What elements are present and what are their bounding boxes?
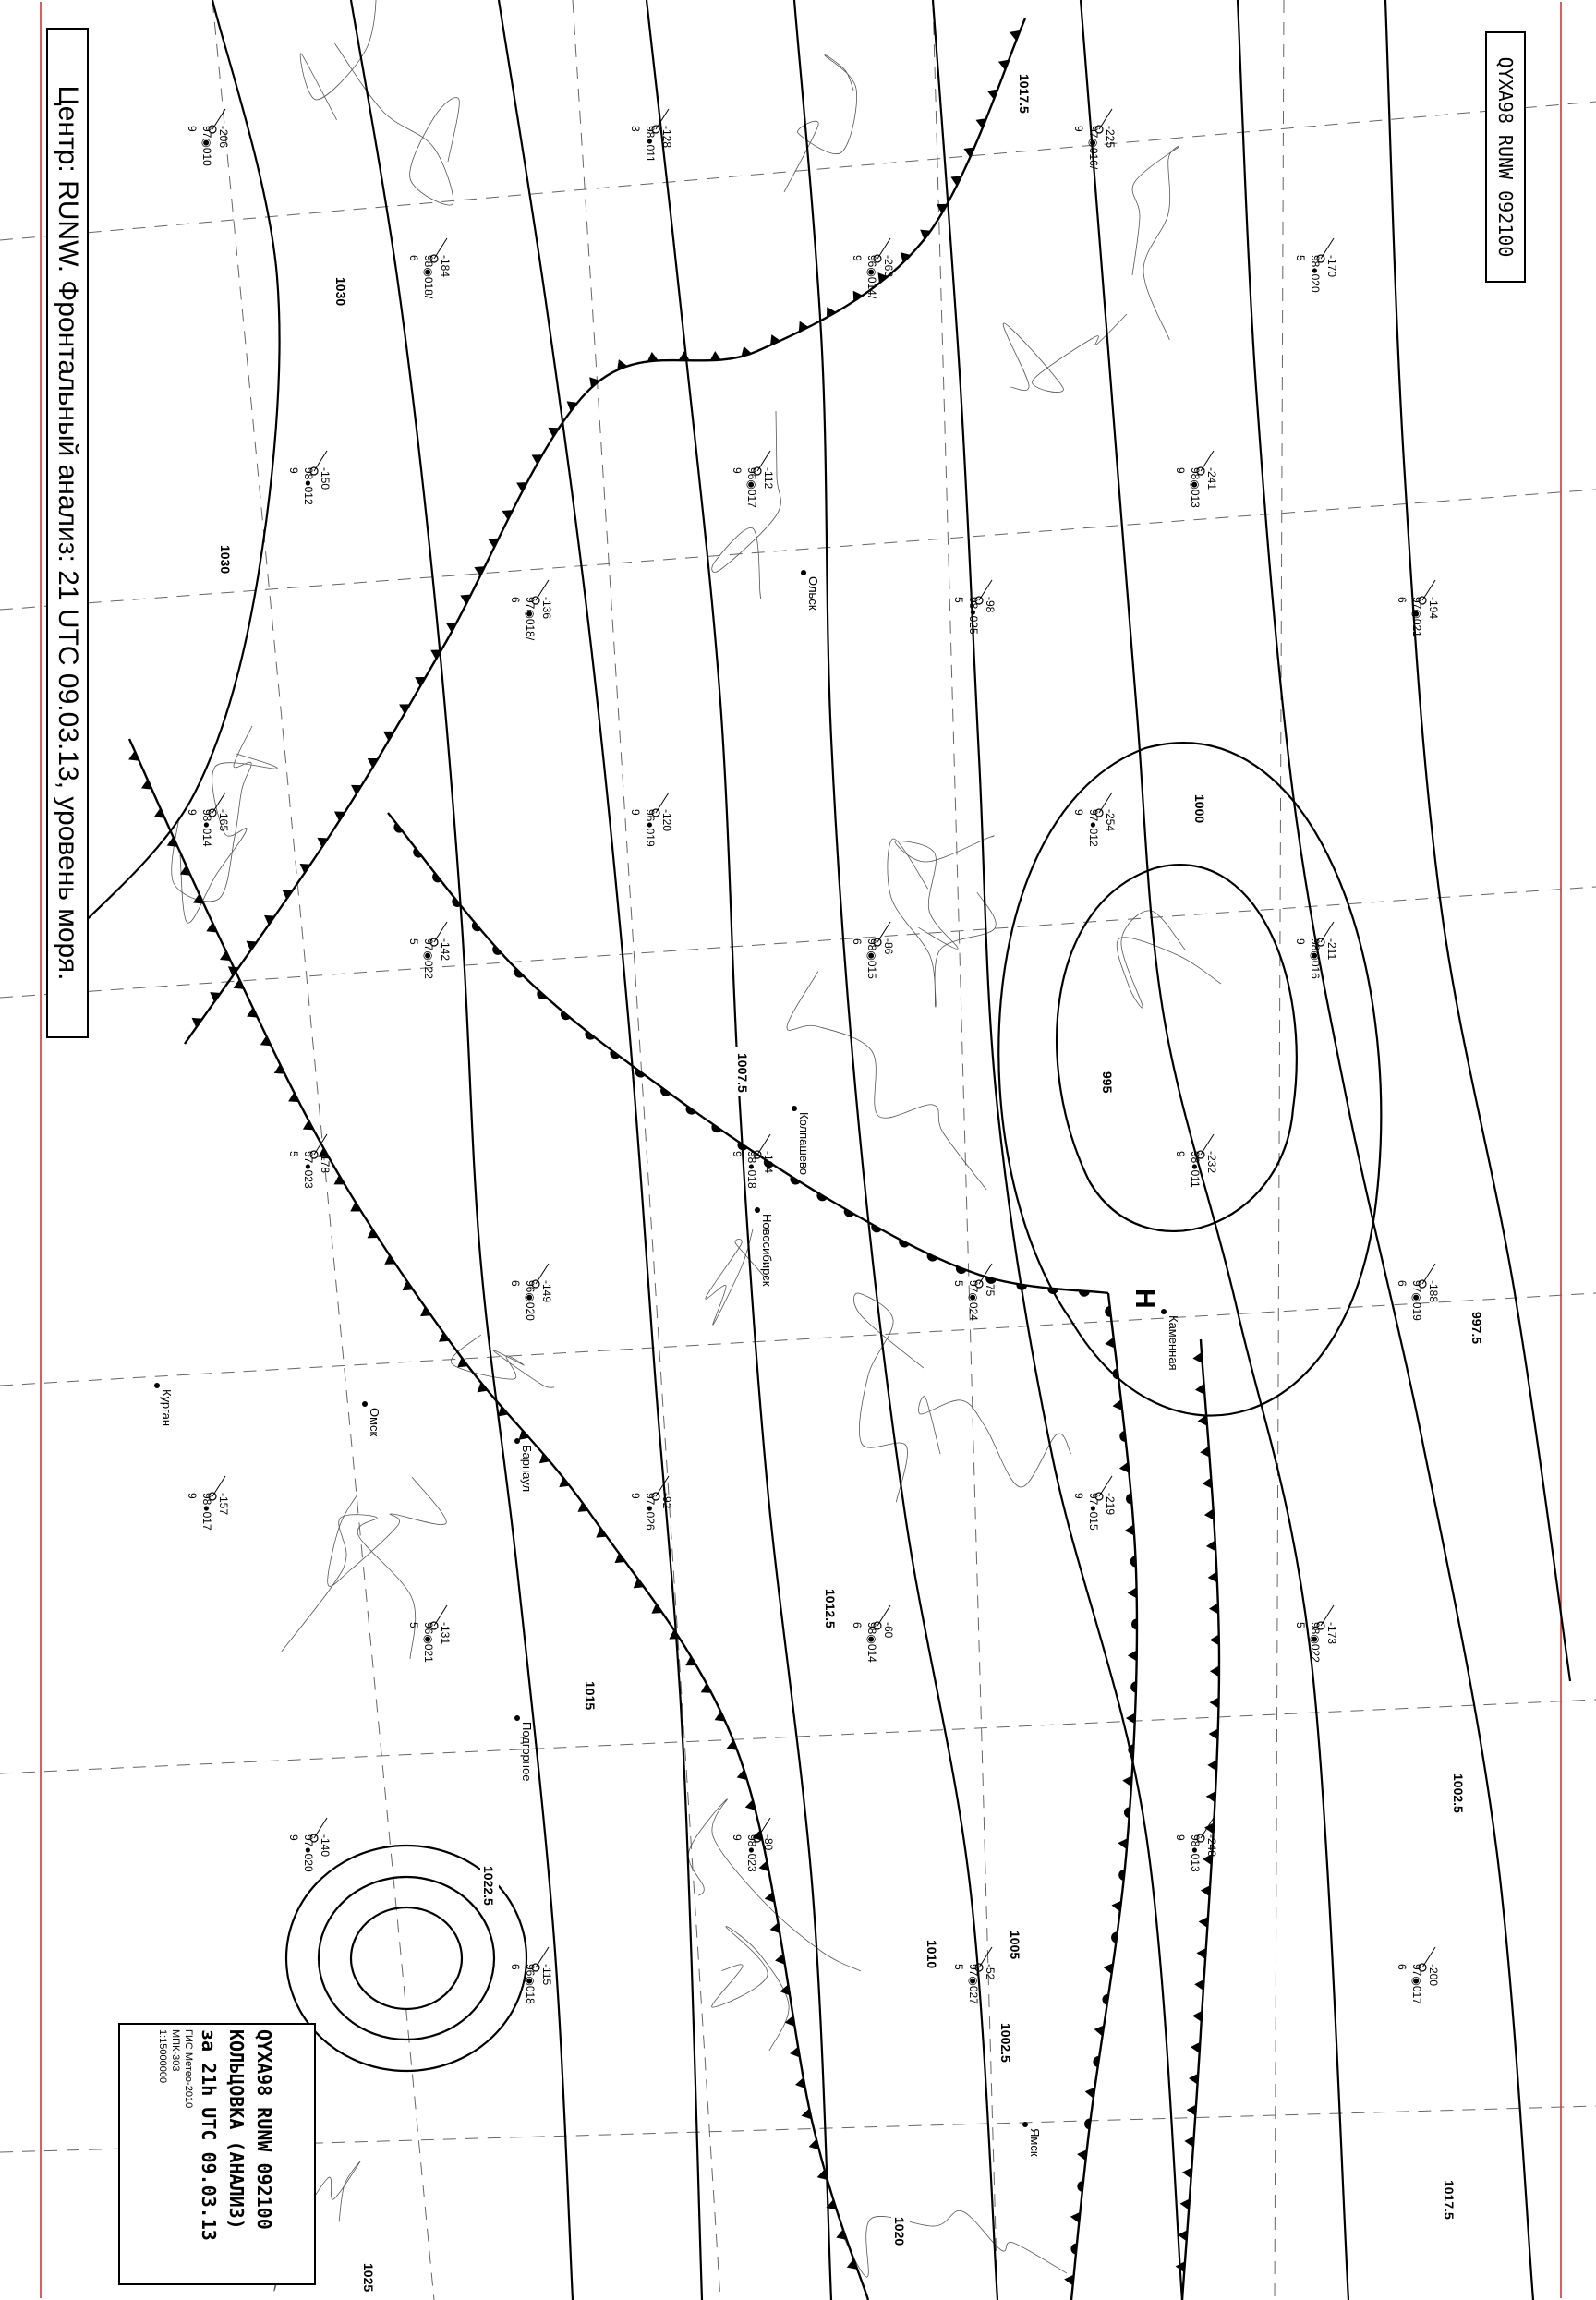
station-value: 9 <box>1072 809 1085 816</box>
place-name: Каменная <box>1167 1315 1180 1371</box>
place-dot <box>1022 2122 1028 2127</box>
station-value: -263 <box>882 255 895 278</box>
station-value: -104 <box>762 1151 775 1174</box>
station-value: 98◉014 <box>865 1622 878 1663</box>
station-value: 97◉021 <box>1410 597 1423 637</box>
station-value: 6 <box>1396 1964 1409 1970</box>
isobar-label: 1025 <box>361 2263 376 2293</box>
place-name: Колпашево <box>797 1112 811 1176</box>
station-value: -211 <box>1325 938 1338 961</box>
station-value: -170 <box>1325 255 1338 278</box>
place-dot <box>154 1383 160 1388</box>
station-value: 9 <box>287 1834 300 1841</box>
station-value: 6 <box>1396 1280 1409 1287</box>
station-value: 96◉021 <box>422 1622 435 1663</box>
station-value: 98●017 <box>200 1493 213 1531</box>
station-value: 5 <box>407 938 420 945</box>
isobar-label: 1020 <box>892 2217 907 2246</box>
station-value: 9 <box>731 1151 744 1157</box>
station-value: 9 <box>1174 1834 1187 1841</box>
station-value: 98●011 <box>644 126 657 163</box>
station-value: -173 <box>1325 1622 1338 1645</box>
place-dot <box>362 1401 368 1407</box>
station-value: 97◉017 <box>1410 1964 1423 2004</box>
chart-title-box <box>46 28 89 1038</box>
station-value: -241 <box>1205 467 1218 490</box>
station-value: 5 <box>1294 1622 1307 1628</box>
station-value: 9 <box>186 126 199 132</box>
station-value: 98●014 <box>200 809 213 847</box>
place-name: Подгорное <box>520 1722 534 1782</box>
station-value: -136 <box>540 597 553 620</box>
stamp-line-code: QYXA98 RUNW 092100 <box>253 2029 275 2230</box>
isobar-label: 997.5 <box>1469 1312 1484 1345</box>
pressure-center-marks <box>1130 1289 1160 1309</box>
place-dot <box>514 1715 520 1721</box>
station-value: 5 <box>1294 255 1307 261</box>
chart-code-box <box>1485 31 1526 283</box>
station-value: 98◉015 <box>865 938 878 979</box>
station-value: 98●018 <box>745 1151 758 1189</box>
place-name: Курган <box>160 1389 174 1427</box>
isobar-label: 1015 <box>583 1681 598 1711</box>
station-value: 9 <box>629 809 642 816</box>
station-value: 96◉014/ <box>865 255 878 299</box>
station-value: -112 <box>762 467 775 490</box>
isobar-label: 995 <box>1100 1071 1115 1094</box>
station-value: -157 <box>217 1493 230 1516</box>
station-value: 97◉010 <box>200 126 213 166</box>
place-dot <box>801 570 806 575</box>
isobar-label: 1017.5 <box>1442 2180 1457 2220</box>
station-value: -75 <box>984 1280 997 1297</box>
place-dot <box>1161 1309 1167 1314</box>
station-value: 9 <box>186 809 199 816</box>
station-value: 97◉024 <box>967 1280 980 1321</box>
station-value: -131 <box>439 1622 452 1645</box>
station-value: 9 <box>287 467 300 474</box>
station-value: -142 <box>439 938 452 962</box>
station-value: -206 <box>217 126 230 149</box>
station-value: 5 <box>952 1280 965 1287</box>
isobar-label: 1017.5 <box>1017 74 1032 114</box>
isobar-label: 1002.5 <box>998 2023 1013 2063</box>
station-value: 6 <box>851 938 864 945</box>
isobar-label: 1010 <box>925 1940 939 1969</box>
stamp-line-time: за 21h UTC 09.03.13 <box>198 2029 220 2241</box>
station-value: 96◉020 <box>524 1280 537 1321</box>
station-value: -248 <box>1205 1834 1218 1858</box>
station-value: 9 <box>1072 1493 1085 1499</box>
stamp-line-product: КОЛЬЦОВКА (АНАЛИЗ) <box>225 2029 248 2230</box>
station-value: 97●012 <box>1087 809 1100 847</box>
station-value: 5 <box>952 597 965 603</box>
station-value: 9 <box>1174 467 1187 474</box>
station-value: 97●023 <box>302 1151 315 1189</box>
station-value: 9 <box>731 467 744 474</box>
station-value: 98◉018/ <box>422 255 435 299</box>
station-value: 97◉016/ <box>1087 126 1100 170</box>
place-dot <box>755 1207 760 1213</box>
isobar-label: 1007.5 <box>735 1053 750 1093</box>
station-value: -184 <box>439 255 452 278</box>
station-value: 6 <box>509 1280 522 1287</box>
chart-title: Центр: RUNW. Фронтальный анализ: 21 UTC 09.03.13, уровень моря. <box>53 85 83 981</box>
station-value: 97◉018/ <box>524 597 537 641</box>
station-value: -232 <box>1205 1151 1218 1174</box>
station-value: 98●023 <box>745 1834 758 1872</box>
station-value: 97●026 <box>644 1493 657 1531</box>
station-value: 98◉013 <box>1189 467 1202 508</box>
station-value: 9 <box>731 1834 744 1841</box>
chart-code: QYXA98 RUNW 092100 <box>1494 56 1517 258</box>
stamp-scale: 1:15000000 <box>157 2029 168 2084</box>
station-value: -92 <box>660 1493 673 1509</box>
place-name: Барнаул <box>520 1445 534 1493</box>
station-value: 98●013 <box>1189 1834 1202 1872</box>
station-value: -150 <box>319 467 332 490</box>
station-value: 5 <box>407 1622 420 1628</box>
station-value: 98●012 <box>302 467 315 505</box>
station-value: 98●011 <box>1189 1151 1202 1188</box>
isobar-label: 1012.5 <box>823 1589 838 1628</box>
station-value: -178 <box>319 1151 332 1174</box>
station-value: -52 <box>984 1964 997 1980</box>
isobar-label: 1022.5 <box>481 1866 496 1906</box>
station-value: -60 <box>882 1622 895 1639</box>
station-value: 97◉027 <box>967 1964 980 2004</box>
station-value: 98◉016 <box>1309 938 1322 979</box>
station-value: -219 <box>1104 1493 1117 1516</box>
station-value: -225 <box>1104 126 1117 149</box>
isobar-label: 1030 <box>218 545 233 575</box>
station-value: 98◉022 <box>1309 1622 1322 1663</box>
isobar-label: 1005 <box>1008 1931 1022 1960</box>
station-value: 6 <box>1396 597 1409 603</box>
isobar-label: 1002.5 <box>1451 1773 1466 1813</box>
station-value: 6 <box>509 1964 522 1970</box>
station-value: 9 <box>186 1493 199 1499</box>
station-value: 96◉018 <box>524 1964 537 2004</box>
station-value: 97◉022 <box>422 938 435 979</box>
station-value: 97●020 <box>302 1834 315 1872</box>
station-value: 9 <box>1174 1151 1187 1157</box>
station-value: -98 <box>984 597 997 613</box>
station-value: 3 <box>629 126 642 132</box>
isobar-label: 1030 <box>333 277 348 307</box>
station-value: 98●025 <box>967 597 980 635</box>
station-value: -128 <box>660 126 673 149</box>
station-value: 97●015 <box>1087 1493 1100 1531</box>
station-value: -149 <box>540 1280 553 1303</box>
station-value: 9 <box>851 255 864 261</box>
station-value: -165 <box>217 809 230 832</box>
place-name: Ольск <box>806 576 820 611</box>
station-value: 96●019 <box>644 809 657 847</box>
station-value: -140 <box>319 1834 332 1858</box>
station-value: 9 <box>629 1493 642 1499</box>
isobar-label: 1000 <box>1192 794 1207 824</box>
station-value: 6 <box>851 1622 864 1628</box>
stamp-software: ГИС Метео-2010 <box>183 2029 194 2109</box>
place-dot <box>792 1106 797 1111</box>
station-value: 9 <box>1294 938 1307 945</box>
station-value: -254 <box>1104 809 1117 832</box>
place-dot <box>514 1438 520 1444</box>
station-value: -115 <box>540 1964 553 1986</box>
station-value: 97◉019 <box>1410 1280 1423 1321</box>
place-name: Омск <box>368 1408 381 1437</box>
station-value: 6 <box>509 597 522 603</box>
chart-stamp-text <box>156 2029 278 2279</box>
station-value: 9 <box>1072 126 1085 132</box>
station-value: -188 <box>1427 1280 1440 1303</box>
station-value: -200 <box>1427 1964 1440 1987</box>
stamp-projection: МПК-303 <box>170 2029 181 2072</box>
place-name: Новосибирск <box>760 1214 774 1287</box>
low-pressure-center: Н <box>1130 1289 1160 1309</box>
station-value: -80 <box>762 1834 775 1851</box>
station-value: 98●020 <box>1309 255 1322 293</box>
chart-stamp <box>118 2023 316 2285</box>
station-value: -86 <box>882 938 895 955</box>
station-value: 5 <box>952 1964 965 1970</box>
station-value: 5 <box>287 1151 300 1157</box>
station-value: -120 <box>660 809 673 832</box>
station-value: 96◉017 <box>745 467 758 508</box>
place-name: Ямск <box>1028 2128 1042 2157</box>
station-value: 6 <box>407 255 420 261</box>
station-value: -194 <box>1427 597 1440 620</box>
